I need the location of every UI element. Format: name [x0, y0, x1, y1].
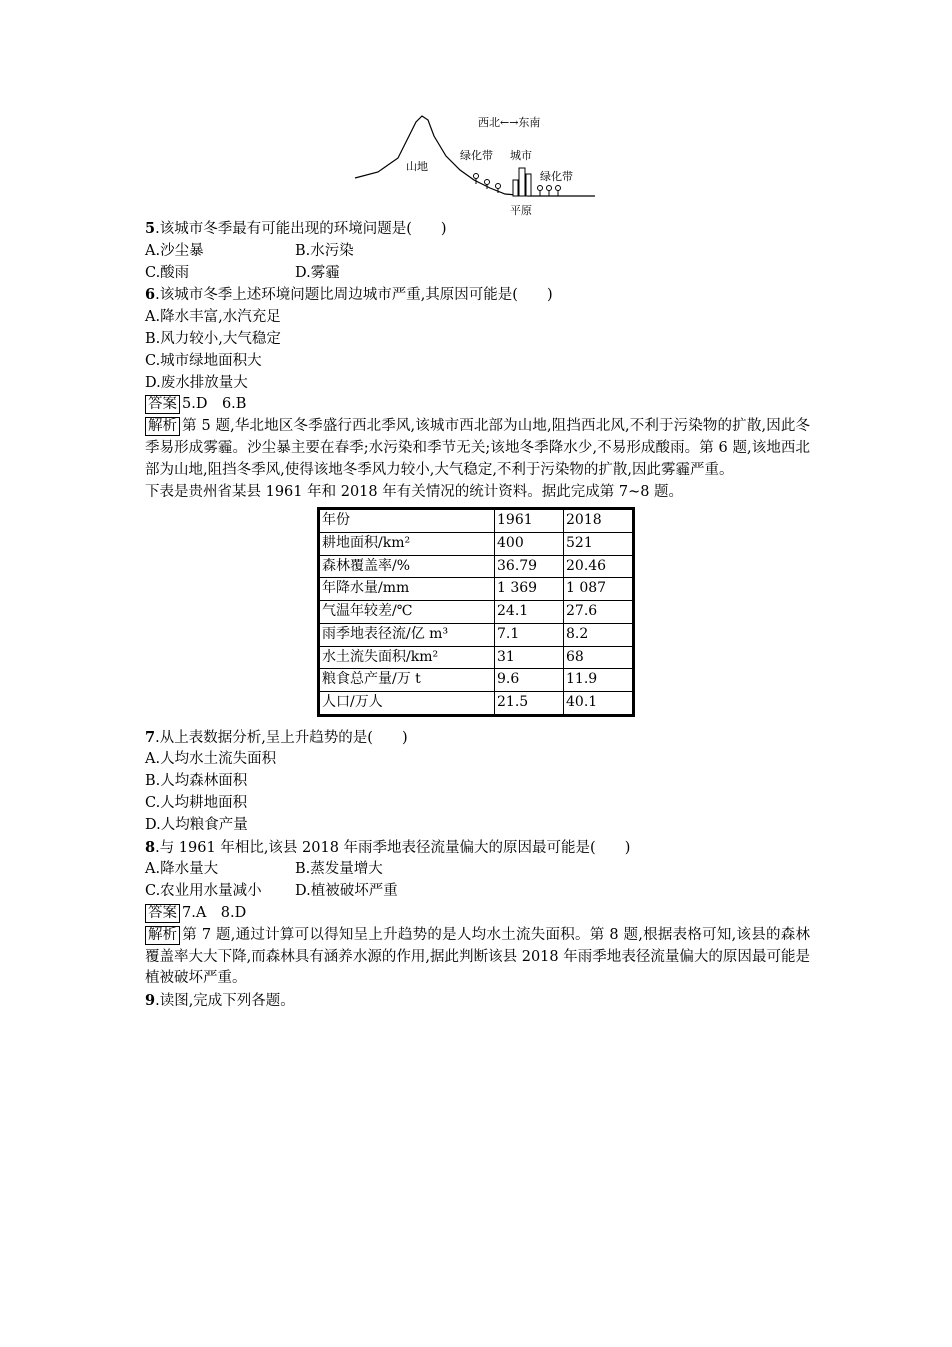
city-label: 城市	[510, 149, 532, 162]
q9-stem: 9.读图,完成下列各题。	[145, 992, 295, 1010]
table-header-row: 年份 1961 2018	[319, 509, 634, 533]
mountain-label: 山地	[406, 160, 428, 173]
q5-options-cd: C.酸雨 D.雾霾	[145, 264, 340, 281]
q5-options-ab: A.沙尘暴 B.水污染	[145, 242, 354, 259]
answer-7-8: 答案 7.A 8.D	[145, 903, 810, 925]
q7-option-b: B.人均森林面积	[145, 773, 248, 790]
explanation-5-6: 解析 第 5 题,华北地区冬季盛行西北季风,该城市西北部为山地,阻挡西北风,不利于污染物的扩散,因此冬季易形成雾霾。沙尘暴主要在春季;水污染和季节无关;该地冬季降水少,不易形成酸雨。第 6 题,该地西北部为山地,阻挡冬季风,使得该地冬季风力较小,大气稳定,不利于污染物的扩散,因此雾霾严重。	[145, 418, 810, 478]
q7-option-d: D.人均粮食产量	[145, 816, 248, 833]
q5-stem: 5.该城市冬季最有可能出现的环境问题是( )	[145, 220, 447, 237]
q7-option-c: C.人均耕地面积	[145, 795, 248, 812]
content	[145, 218, 810, 1013]
terrain-diagram	[350, 108, 610, 220]
table-row: 年降水量/mm 1 369 1 087	[319, 578, 634, 601]
q7-stem: 7.从上表数据分析,呈上升趋势的是( )	[145, 728, 408, 746]
answer-tag: 答案	[145, 395, 180, 414]
table-row: 雨季地表径流/亿 m³ 7.1 8.2	[319, 623, 634, 646]
city-buildings	[513, 168, 531, 196]
table-row: 人口/万人 21.5 40.1	[319, 691, 634, 715]
answer-tag: 答案	[145, 904, 180, 923]
explanation-tag: 解析	[145, 417, 180, 436]
stats-table	[317, 507, 635, 716]
table-row: 水土流失面积/km² 31 68	[319, 646, 634, 669]
table-row: 森林覆盖率/% 36.79 20.46	[319, 555, 634, 578]
table-row: 耕地面积/km² 400 521	[319, 533, 634, 556]
q8-options-ab: A.降水量大 B.蒸发量增大	[145, 861, 383, 878]
q6-option-c: C.城市绿地面积大	[145, 352, 262, 369]
stats-table-wrap	[317, 507, 810, 716]
explanation-tag: 解析	[145, 926, 180, 945]
trees-right	[538, 186, 561, 197]
q6-option-d: D.废水排放量大	[145, 374, 248, 391]
q6-option-b: B.风力较小,大气稳定	[145, 330, 281, 347]
explanation-7-8: 解析 第 7 题,通过计算可以得知呈上升趋势的是人均水土流失面积。第 8 题,根据表格可知,该县的森林覆盖率大大下降,而森林具有涵养水源的作用,据此判断该县 2018 年雨季地表径流量偏大的原因最可能是植被破坏严重。	[145, 926, 810, 987]
green-belt-right-label: 绿化带	[540, 170, 573, 183]
q8-options-cd: C.农业用水量减小 D.植被破坏严重	[145, 883, 398, 900]
green-belt-left-label: 绿化带	[460, 149, 493, 162]
table-row: 粮食总产量/万 t 9.6 11.9	[319, 669, 634, 692]
q8-stem: 8.与 1961 年相比,该县 2018 年雨季地表径流量偏大的原因最可能是( )	[145, 838, 631, 856]
q6-stem: 6.该城市冬季上述环境问题比周边城市严重,其原因可能是( )	[145, 286, 553, 304]
plain-label: 平原	[510, 204, 532, 217]
q7-option-a: A.人均水土流失面积	[145, 751, 277, 768]
table-row: 气温年较差/℃ 24.1 27.6	[319, 601, 634, 624]
answer-5-6: 答案 5.D 6.B	[145, 394, 810, 416]
direction-label: 西北←→东南	[478, 116, 541, 129]
q6-option-a: A.降水丰富,水汽充足	[145, 309, 281, 326]
intro-7-8: 下表是贵州省某县 1961 年和 2018 年有关情况的统计资料。据此完成第 7~8 题。	[145, 483, 684, 500]
